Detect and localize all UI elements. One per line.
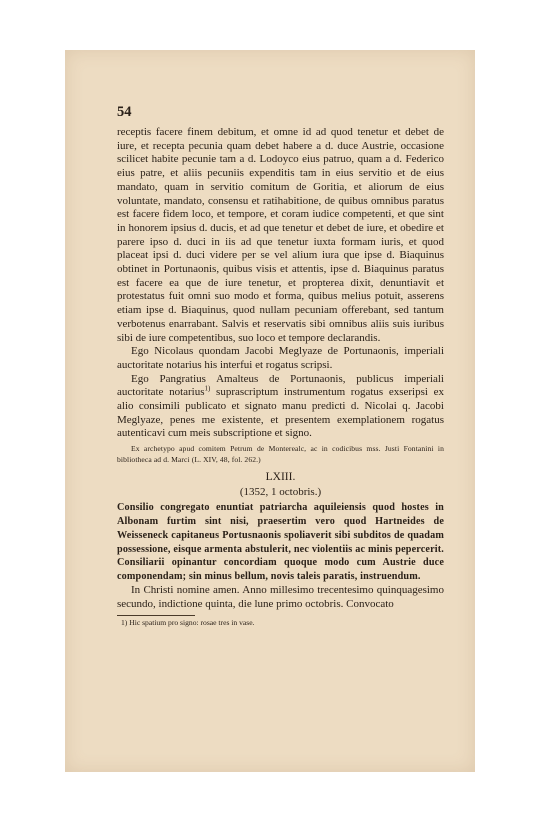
paragraph-notary-pangratius [117,373,444,442]
document-summary: Consilio congregato enuntiat patriarcha aquileiensis quod hostes in Albonam furtim sint nisi, praesertim vero quod Hartneides de Weisseneck capitaneus Portusnaonis spoliaverit sibi subditos de quadam possessione, eisque armenta abstulerit, nec violentiis ac minis pepercerit. Consiliarii opinantur concordiam quoque modo cum Austrie duce componendam; sin minus bellum, novis taleis paratis, instruendum. [117,502,444,583]
paragraph-document-start: In Christi nomine amen. Anno millesimo trecentesimo quinquagesimo secundo, indictione quinta, die lune primo octobris. Convocato [117,583,444,610]
document-date: (1352, 1 octobris.) [239,486,322,499]
paragraph-notary-pangratius-end: suprascriptum instrumentum rogatus exseripsi ex alio consimili publicato et signato manu predicti d. Nicolai q. Jacobi Meglyaze, penes me existente, et presentem exemplationem rogatus autenticavi cum meis subscriptione et signo. [117,386,445,440]
paragraph-notary-pangratius-start: Ego Pangratius Amalteus de Portunaonis, publicus imperiali auctoritate notarius [117,372,444,399]
page-text [117,126,444,628]
page-number: 54 [117,104,132,120]
footnote: 1) Hic spatium pro signo: rosae tres in vase. [121,618,255,628]
book-page [65,50,475,772]
footnote-marker: 1) [204,384,211,393]
source-note: Ex archetypo apud comitem Petrum de Monterealc, ac in codicibus mss. Justi Fontanini in bibliotheca ad d. Marci (L. XIV, 48, fol. 262.) [117,444,444,464]
paragraph-continuation: receptis facere finem debitum, et omne id ad quod tenetur et debet de iure, et recepta pecunia quam debet habere a d. duce Austrie, occasione scilicet habite pecunie tam a d. Lodoyco eius patruo, quam a d. Federico eius patre, et aliis pecuniis expenditis tam in eius servitio et de eius mandato, quam in servitio comitum de Goritia, et aliorum de eius voluntate, mandato, consensu et ratihabitione, de quibus omnibus paratus est facere fidem loco, et tempore, et coram iudice competenti, et que sint in honorem ipsius d. ducis, et ad que tenetur et debet de iure, et obedire et parere ipso d. duci in iis ad que tenetur iuxta formam iuris, et quod placeat ipsi d. duci videre per se vel alium iura que ipse d. Biaquinus obtinet in Portunaonis, quibus visis et attentis, ipse d. Biaquinus paratus est facere ea que de iure tenetur, et propterea dixit, denuntiavit et protestatus fuit omni suo modo et forma, quibus melius potuit, asserens etiam ipse d. Biaquinus, quod nullam pecuniam offerebant, sed tantum verbotenus enarrabant. Salvis et reservatis sibi omnibus aliis suis iuribus sibi de iure competentibus, suo loco et tempore declarandis. [117,126,444,344]
document-number: LXIII. [265,471,296,484]
paragraph-notary-nicolaus: Ego Nicolaus quondam Jacobi Meglyaze de Portunaonis, imperiali auctoritate notarius his interfui et rogatus scripsi. [117,345,444,371]
footnote-rule [117,615,195,616]
